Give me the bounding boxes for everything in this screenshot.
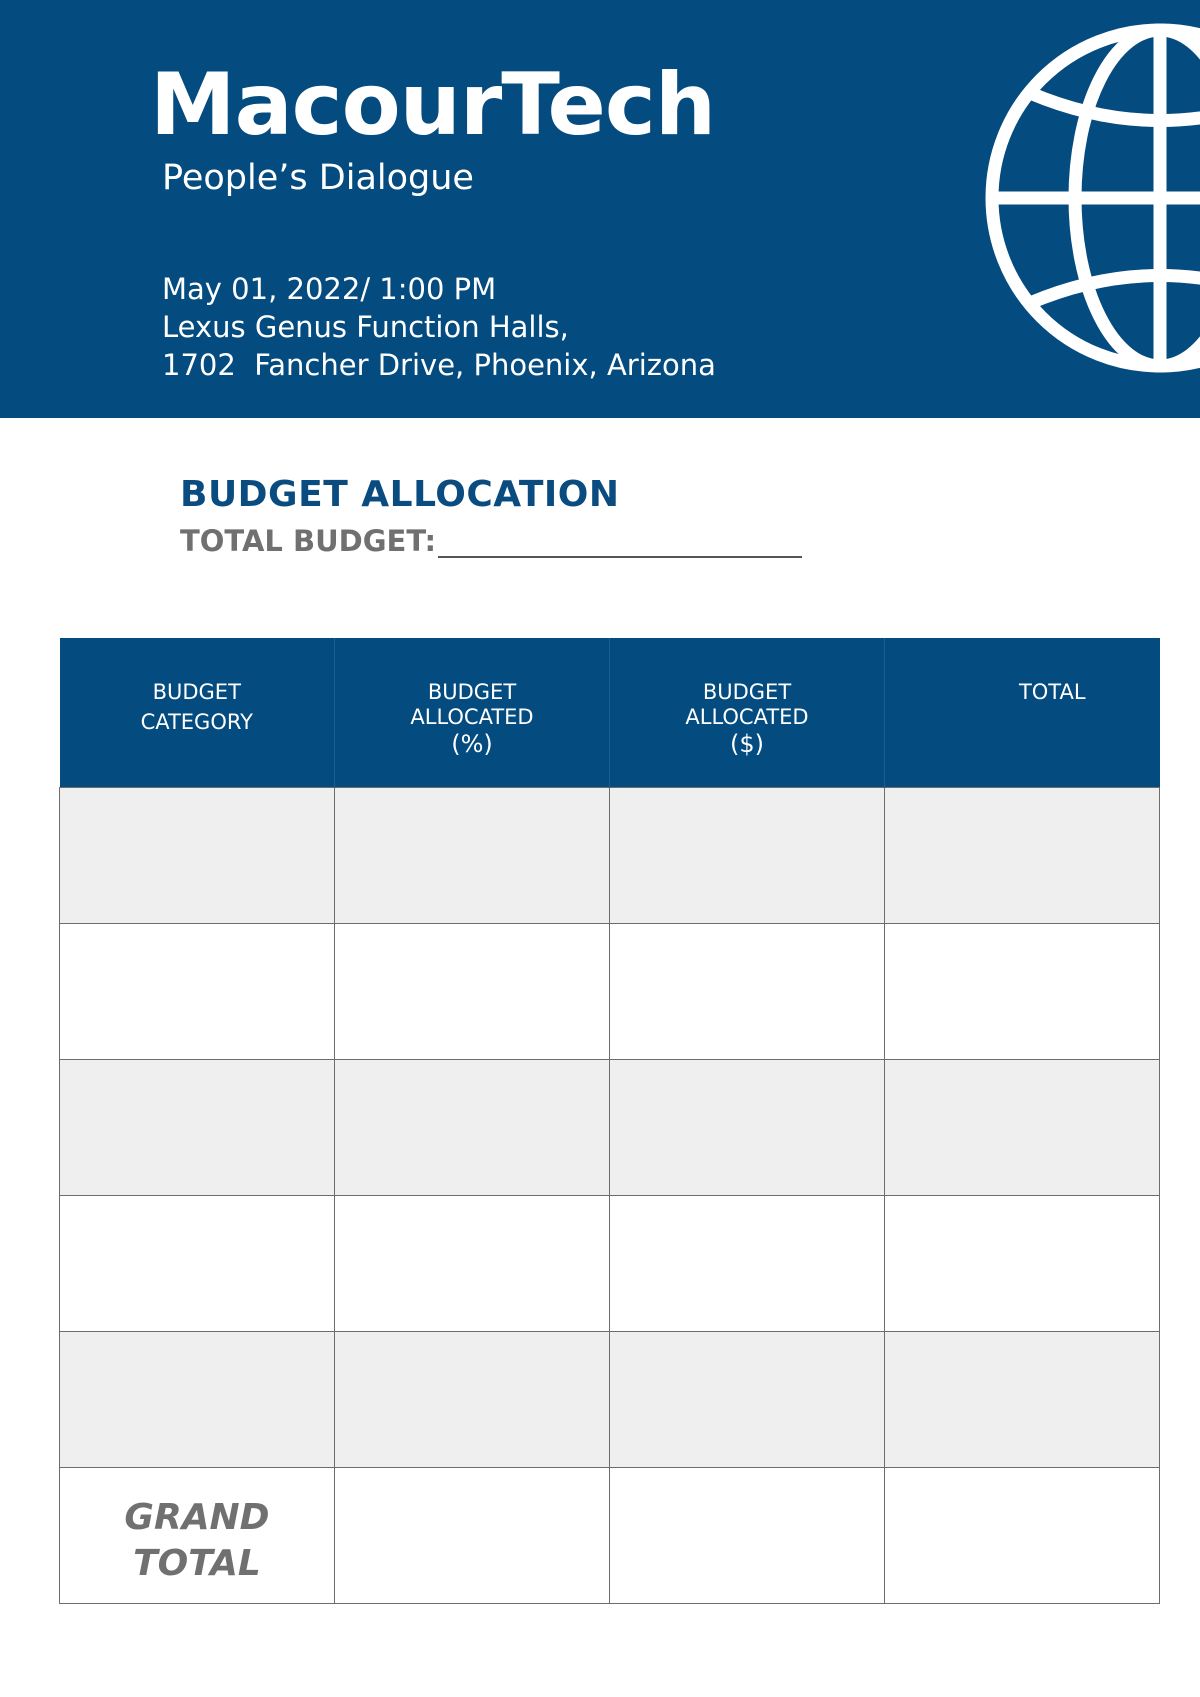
column-header-line: BUDGET xyxy=(152,680,241,704)
table-cell[interactable] xyxy=(610,788,885,924)
column-header-line: TOTAL xyxy=(1018,680,1086,704)
column-header-line: BUDGET xyxy=(702,680,792,704)
total-budget-label: TOTAL BUDGET: xyxy=(180,524,437,558)
table-cell[interactable] xyxy=(335,1060,610,1196)
column-header-line: BUDGET xyxy=(427,680,517,704)
table-row xyxy=(60,1060,1160,1196)
section-title: BUDGET ALLOCATION xyxy=(180,474,620,515)
table-cell[interactable] xyxy=(60,1060,335,1196)
grand-total-total-cell[interactable] xyxy=(885,1468,1160,1604)
globe-icon xyxy=(980,18,1200,378)
event-address: 1702 Fancher Drive, Phoenix, Arizona xyxy=(162,348,716,382)
column-header-line: CATEGORY xyxy=(140,710,253,734)
table-cell[interactable] xyxy=(610,1060,885,1196)
column-header-category xyxy=(60,638,335,788)
table-row xyxy=(60,1332,1160,1468)
grand-total-label-cell xyxy=(60,1468,335,1604)
header-banner xyxy=(0,0,1200,418)
table-cell[interactable] xyxy=(610,1332,885,1468)
table-cell[interactable] xyxy=(885,1196,1160,1332)
event-datetime: May 01, 2022/ 1:00 PM xyxy=(162,272,497,306)
table-row xyxy=(60,1196,1160,1332)
brand-title: MacourTech xyxy=(150,55,716,155)
table-cell[interactable] xyxy=(885,788,1160,924)
table-header-row xyxy=(60,638,1160,788)
column-header-line: (%) xyxy=(451,730,493,758)
table-row xyxy=(60,788,1160,924)
budget-table xyxy=(59,638,1160,1604)
table-cell[interactable] xyxy=(60,788,335,924)
column-header-total xyxy=(885,638,1160,788)
table-cell[interactable] xyxy=(335,1196,610,1332)
table-cell[interactable] xyxy=(610,924,885,1060)
table-cell[interactable] xyxy=(60,1332,335,1468)
grand-total-row xyxy=(60,1468,1160,1604)
column-header-line: ($) xyxy=(730,730,764,758)
table-row xyxy=(60,924,1160,1060)
total-budget-blank[interactable] xyxy=(438,528,802,558)
table-cell[interactable] xyxy=(335,1332,610,1468)
event-venue: Lexus Genus Function Halls, xyxy=(162,310,569,344)
grand-total-line: TOTAL xyxy=(133,1542,261,1584)
grand-total-label xyxy=(60,1485,334,1587)
event-subtitle: People’s Dialogue xyxy=(162,158,474,198)
grand-total-line: GRAND xyxy=(124,1496,270,1538)
grand-total-percent-cell[interactable] xyxy=(335,1468,610,1604)
total-budget-line xyxy=(180,524,802,558)
grand-total-dollar-cell[interactable] xyxy=(610,1468,885,1604)
column-header-allocated-percent xyxy=(335,638,610,788)
table-cell[interactable] xyxy=(60,924,335,1060)
table-cell[interactable] xyxy=(60,1196,335,1332)
table-cell[interactable] xyxy=(610,1196,885,1332)
table-cell[interactable] xyxy=(335,924,610,1060)
table-cell[interactable] xyxy=(885,1332,1160,1468)
table-cell[interactable] xyxy=(885,1060,1160,1196)
table-cell[interactable] xyxy=(885,924,1160,1060)
column-header-allocated-dollar xyxy=(610,638,885,788)
column-header-line: ALLOCATED xyxy=(410,705,534,729)
event-info xyxy=(162,270,716,384)
column-header-line: ALLOCATED xyxy=(685,705,809,729)
table-cell[interactable] xyxy=(335,788,610,924)
